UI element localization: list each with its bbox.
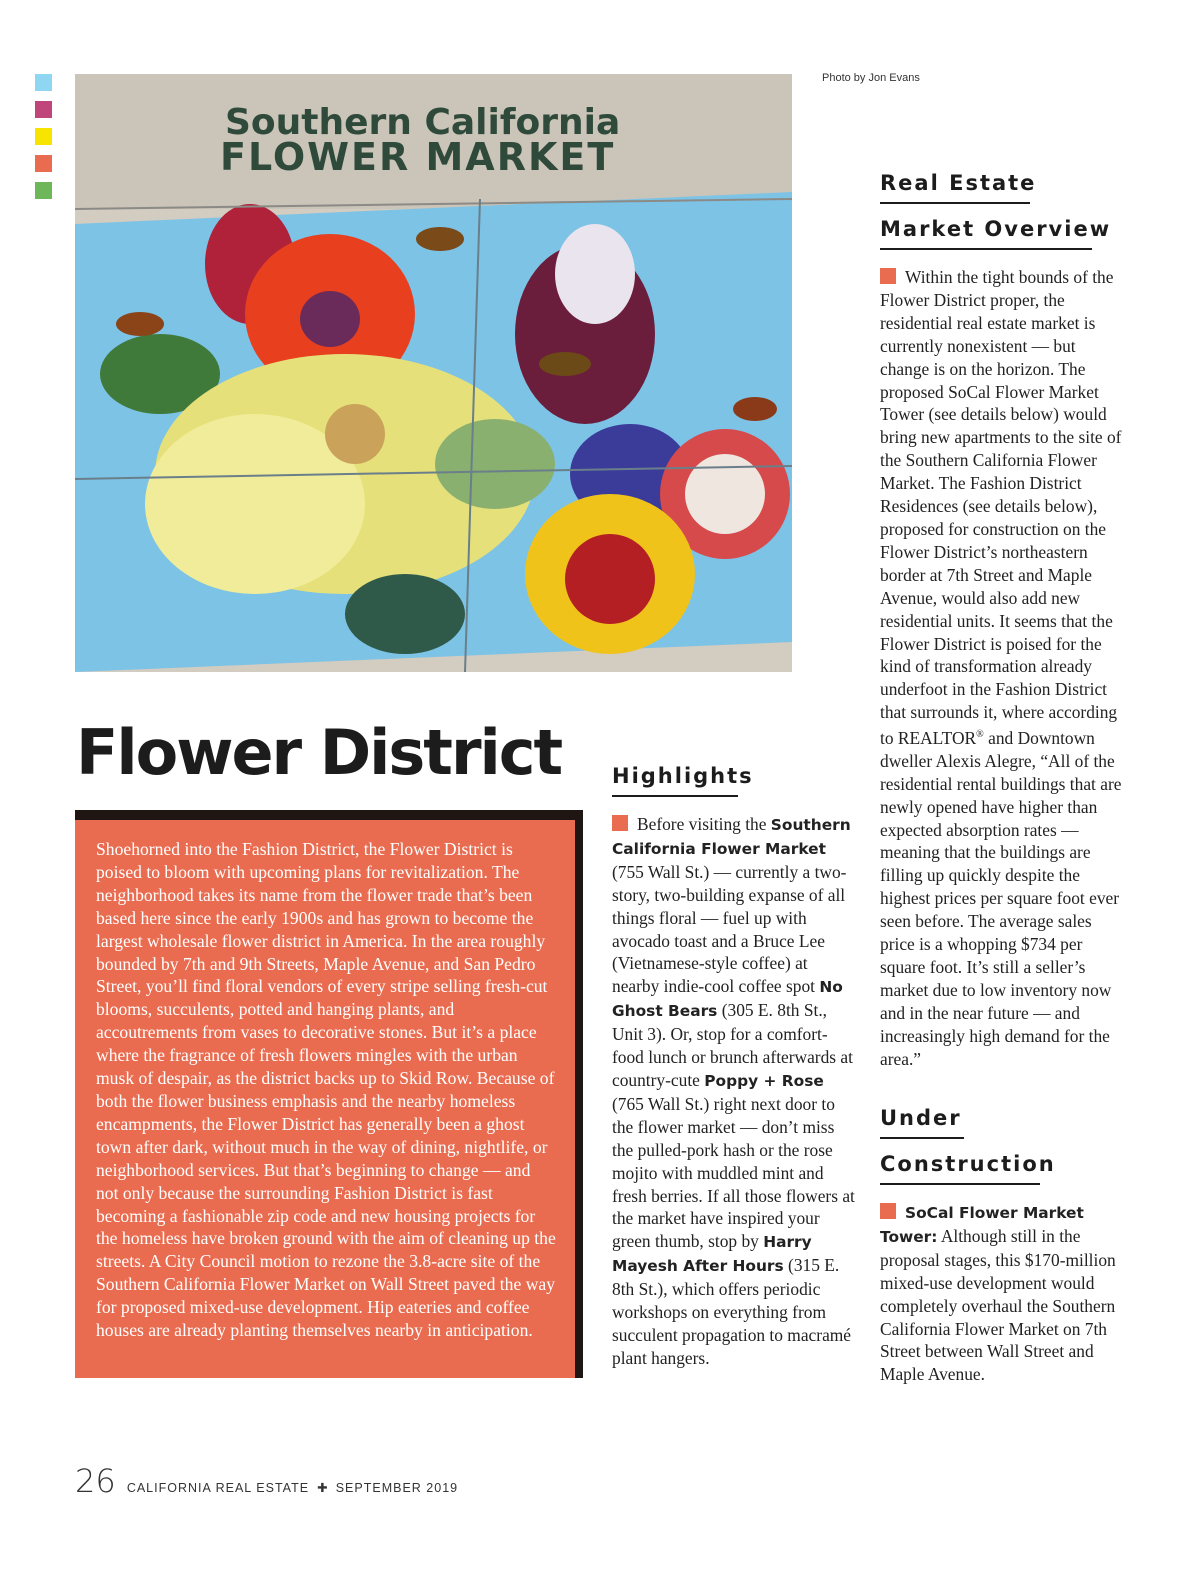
construction-rule-2 [880,1183,1040,1185]
flower-market-mural-photo [75,74,792,672]
highlights-column [612,813,856,1370]
intro-box [75,820,575,1378]
registered-mark: ® [976,729,984,741]
highlights-text-1: Before visiting the [637,814,771,834]
highlights-text-3: (305 E. 8th St., Unit 3). Or, stop for a comfort-food lunch or brunch afterwards at country-cute [612,1000,853,1090]
highlights-text-5: (315 E. 8th St.), which offers periodic workshops on everything from succulent propagation to macramé plant hangers. [612,1255,852,1368]
bullet-square-icon [880,268,896,284]
issue-date: SEPTEMBER 2019 [335,1481,459,1495]
real-estate-paragraph [880,266,1125,1071]
highlights-venue-2: No Ghost Bears [612,978,843,1021]
bullet-square-icon [612,815,628,831]
cross-separator-icon: ✚ [317,1481,328,1495]
highlights-venue-1: Southern California Flower Market [612,816,851,858]
page-number: 26 [75,1462,116,1500]
real-estate-column [880,266,1125,1071]
highlights-text-4: (765 Wall St.) right next door to the flower market — don’t miss the pulled-pork hash or the rose mojito with muddled mint and fresh berries. If all those flowers at the market have inspired your green thumb, stop by [612,1093,855,1252]
construction-heading-line1: Under [880,1106,962,1130]
intro-text: Shoehorned into the Fashion District, the Flower District is poised to bloom with upcoming plans for revitalization. The neighborhood takes its name from the flower trade that’s been based here since the early 1900s and has grown to become the largest wholesale flower district in America. In the area roughly bounded by 7th and 9th Streets, Maple Avenue, and San Pedro Street, you’ll find floral vendors of every stripe selling fresh-cut blooms, succulents, potted and hanging plants, and accoutrements from vases to decorative stones. But it’s a place where the fragrance of fresh flowers mingles with the urban musk of despair, as the district backs up to Skid Row. Because of both the flower business emphasis and the nearby homeless encampments, the Flower District has generally been a ghost town after dark, without much in the way of dining, nightlife, or neighborhood services. But that’s beginning to change — and not only because the surrounding Fashion District is fast becoming a fashionable zip code and new housing projects for the homeless have broken ground with the aim of cleaning up the streets. A City Council motion to rezone the 3.8-acre site of the Southern California Flower Market on Wall Street paved the way for proposed mixed-use development. Hip eateries and coffee houses are already planting themselves nearby in anticipation. [96,839,556,1341]
swatch-blue [35,74,52,91]
sign-line-1: Southern California [225,102,621,143]
highlights-paragraph [612,813,856,1370]
construction-project-name: SoCal Flower Market Tower: [880,1204,1084,1246]
real-estate-heading-line1: Real Estate [880,171,1037,195]
construction-text: Although still in the proposal stages, this $170-million mixed-use development would completely overhaul the Southern California Flower Market on 7th Street between Wall Street and Maple Avenue. [880,1225,1116,1385]
bullet-square-icon [880,1203,896,1219]
construction-heading-line2: Construction [880,1152,1056,1176]
highlights-text-2: (755 Wall St.) — currently a two-story, two-building expanse of all things floral — fuel up with avocado toast and a Bruce Lee (Vietnamese-style coffee) at nearby indie-cool coffee spot [612,861,847,997]
real-estate-text-1: Within the tight bounds of the Flower District proper, the residential real estate market is currently nonexistent — but change is on the horizon. The proposed SoCal Flower Market Tower (see details below) would bring new apartments to the site of the Southern California Flower Market. The Fashion District Residences (see details below), proposed for construction on the Flower District’s northeastern border at 7th Street and Maple Avenue, would also add new residential units. It seems that the Flower District is poised for the kind of transformation already underfoot in the Fashion District that surrounds it, where according to REALTOR [880,267,1122,748]
swatch-yellow [35,128,52,145]
sign-line-2: FLOWER MARKET [220,135,616,179]
real-estate-text-2: and Downtown dweller Alexis Alegre, “All of the residential rental buildings that are newly opened have higher than expected absorption rates — meaning that the buildings are filling up quickly despite the highest prices per square foot ever seen before. The average sales price is a whopping $734 per square foot. It’s still a seller’s market due to low inventory now and in the near future — and increasingly high demand for the area.” [880,727,1122,1069]
construction-paragraph [880,1201,1125,1386]
highlights-venue-3: Poppy + Rose [704,1071,824,1090]
highlights-venue-4: Harry Mayesh After Hours [612,1233,812,1276]
swatch-magenta [35,101,52,118]
swatch-coral [35,155,52,172]
real-estate-rule-1 [880,202,1030,204]
photo-credit: Photo by Jon Evans [822,72,920,84]
color-swatches [35,74,53,209]
publication-name: CALIFORNIA REAL ESTATE [126,1481,310,1495]
page-footer [75,1462,458,1500]
construction-rule-1 [880,1137,964,1139]
highlights-rule [612,795,738,797]
swatch-green [35,182,52,199]
article-title: Flower District [76,716,562,789]
highlights-heading: Highlights [612,764,754,788]
construction-column [880,1201,1125,1386]
real-estate-heading-line2: Market Overview [880,217,1112,241]
real-estate-rule-2 [880,248,1092,250]
